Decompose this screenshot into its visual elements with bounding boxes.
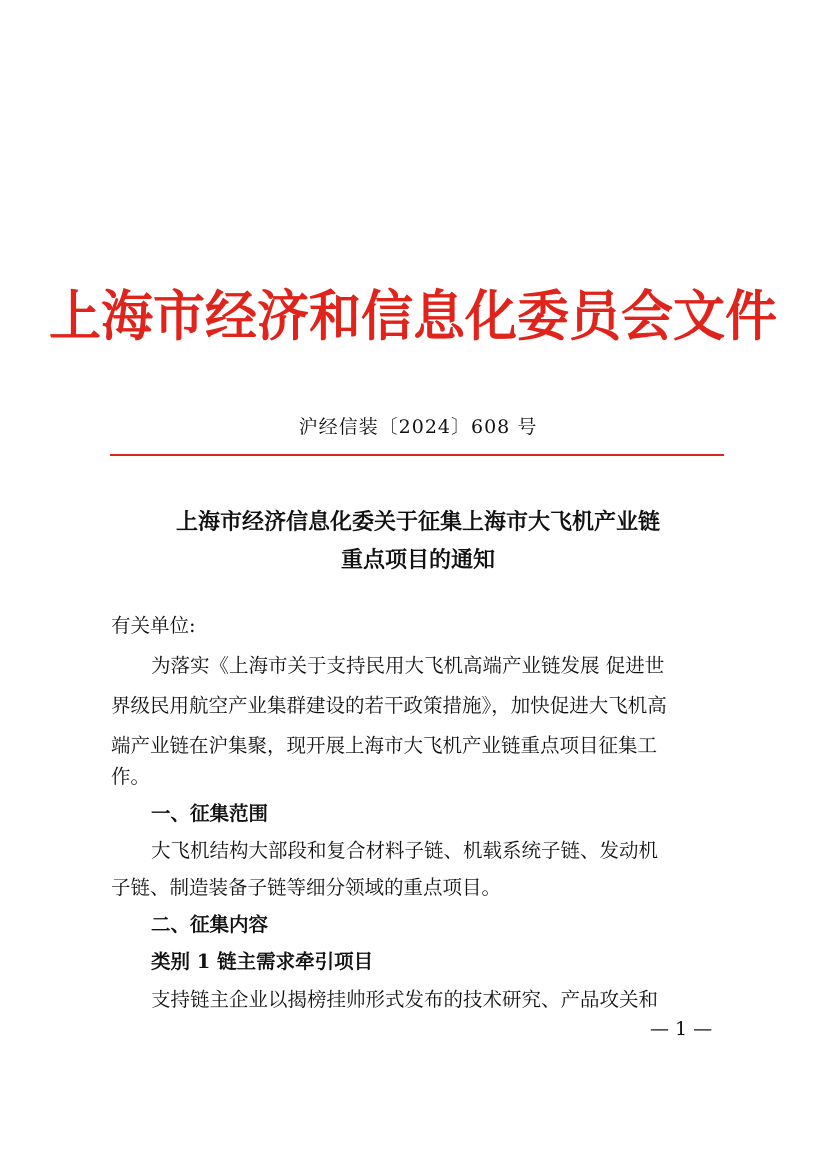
paragraph-line: 子链、制造装备子链等细分领域的重点项目。 bbox=[111, 876, 502, 899]
notice-title-line-2: 重点项目的通知 bbox=[340, 547, 495, 573]
document-number: 沪经信装〔2024〕608 号 bbox=[298, 416, 538, 438]
paragraph-line: 大飞机结构大部段和复合材料子链、机载系统子链、发动机 bbox=[151, 839, 659, 862]
salutation: 有关单位: bbox=[111, 614, 196, 637]
page-number: — 1 — bbox=[650, 1018, 713, 1040]
red-separator-line bbox=[110, 454, 724, 456]
category-heading: 类别 1 链主需求牵引项目 bbox=[151, 950, 374, 973]
section-heading-scope: 一、征集范围 bbox=[151, 802, 269, 825]
paragraph-line: 端产业链在沪集聚，现开展上海市大飞机产业链重点项目征集工 bbox=[111, 734, 658, 757]
issuing-organization-title: 上海市经济和信息化委员会文件 bbox=[48, 284, 777, 349]
paragraph-line: 支持链主企业以揭榜挂帅形式发布的技术研究、产品攻关和 bbox=[151, 988, 659, 1011]
notice-title-line-1: 上海市经济信息化委关于征集上海市大飞机产业链 bbox=[175, 509, 660, 535]
section-heading-content: 二、征集内容 bbox=[151, 913, 269, 936]
paragraph-line: 为落实《上海市关于支持民用大飞机高端产业链发展 促进世 bbox=[151, 654, 665, 677]
paragraph-line: 界级民用航空产业集群建设的若干政策措施》，加快促进大飞机高 bbox=[111, 694, 667, 717]
paragraph-line: 作。 bbox=[111, 765, 151, 788]
